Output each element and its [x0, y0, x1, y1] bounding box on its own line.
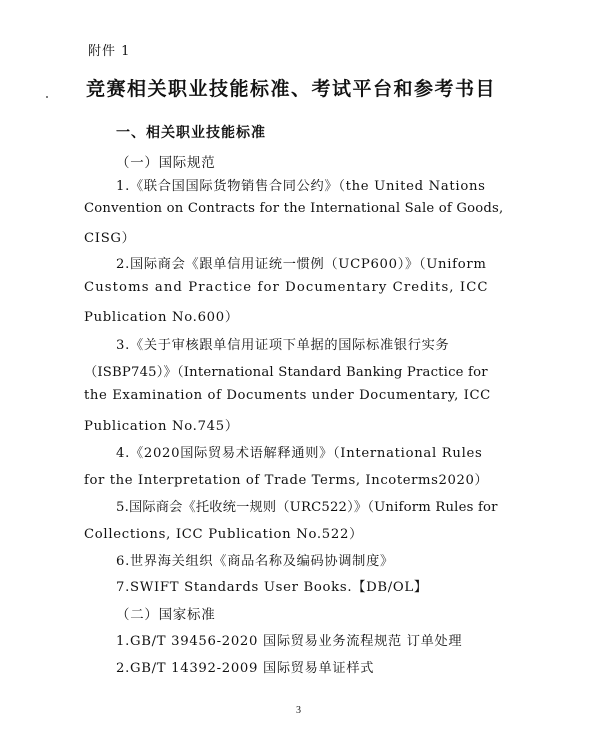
text-line: Customs and Practice for Documentary Credits, ICC: [84, 280, 489, 295]
document-title: 竞赛相关职业技能标准、考试平台和参考书目: [86, 78, 497, 100]
text-line: 1.GB/T 39456-2020 国际贸易业务流程规范 订单处理: [116, 634, 463, 649]
page-number: 3: [296, 705, 301, 716]
text-line: （ISBP745）》（International Standard Banking Practice for: [84, 365, 488, 380]
text-line: 5.国际商会《托收统一规则（URC522）》（Uniform Rules for: [116, 500, 498, 515]
text-line: 2.国际商会《跟单信用证统一惯例（UCP600）》（Uniform: [116, 257, 487, 272]
subsection-heading-national: （二）国家标准: [116, 607, 216, 623]
text-line: for the Interpretation of Trade Terms, Incoterms2020）: [84, 473, 489, 488]
attachment-label: 附件 1: [88, 44, 131, 59]
text-line: 6.世界海关组织《商品名称及编码协调制度》: [116, 554, 394, 569]
text-line: 3.《关于审核跟单信用证项下单据的国际标准银行实务: [116, 338, 450, 353]
text-line: Collections, ICC Publication No.522）: [84, 527, 363, 542]
scan-speck: [46, 96, 48, 98]
text-line: the Examination of Documents under Documentary, ICC: [84, 388, 491, 403]
section-heading-1: 一、相关职业技能标准: [116, 125, 266, 141]
text-line: Convention on Contracts for the International Sale of Goods,: [84, 201, 504, 216]
text-line: 7.SWIFT Standards User Books.【DB/OL】: [116, 580, 428, 595]
text-line: Publication No.600）: [84, 310, 239, 325]
text-line: 4.《2020国际贸易术语解释通则》（International Rules: [116, 446, 483, 461]
text-line: 2.GB/T 14392-2009 国际贸易单证样式: [116, 661, 375, 676]
text-line: 1.《联合国国际货物销售合同公约》（the United Nations: [116, 179, 486, 194]
subsection-heading-international: （一）国际规范: [116, 155, 216, 171]
text-line: Publication No.745）: [84, 419, 239, 434]
text-line: CISG）: [84, 231, 136, 246]
